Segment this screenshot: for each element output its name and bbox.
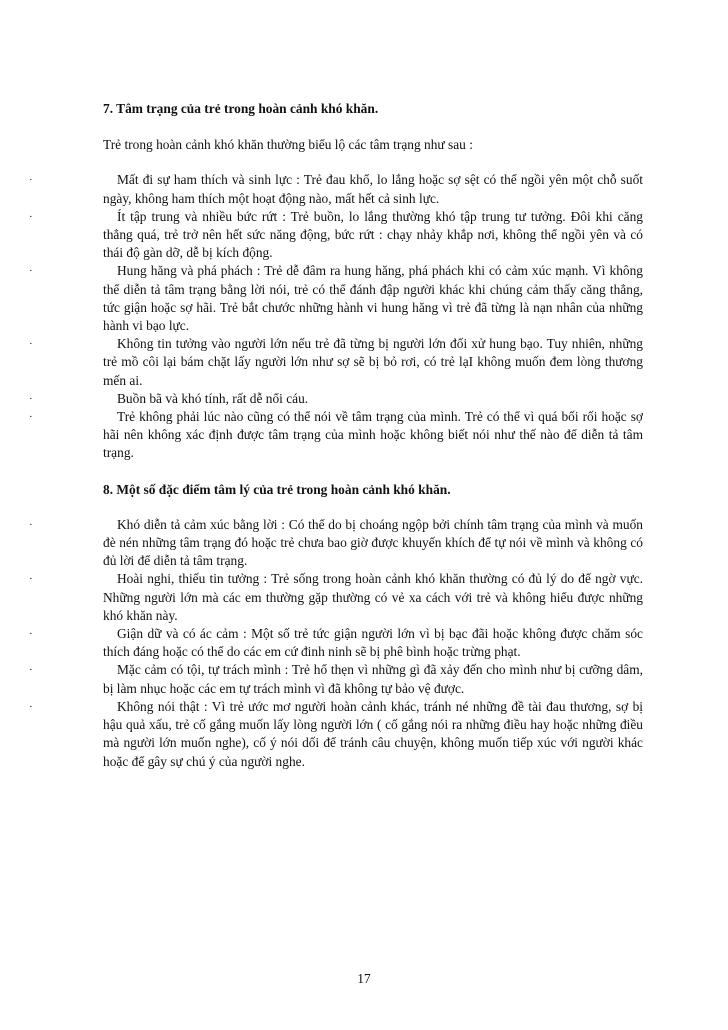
bullet-icon: · <box>29 210 33 223</box>
bullet-icon: · <box>29 573 33 586</box>
list-item <box>29 516 643 571</box>
section-7 <box>29 100 643 463</box>
section-8 <box>29 481 643 771</box>
list-item <box>29 262 643 335</box>
page-number: 17 <box>357 971 371 986</box>
list-item-text: Khó diễn tả cảm xúc bằng lời : Có thể do bị choáng ngộp bởi chính tâm trạng của mình và muốn đè nén những tâm trạng đó hoặc trẻ chưa bao giờ được khuyến khích để tự nói về mình và không có đủ lời để diễn tả tâm trạng. <box>103 516 643 569</box>
list-item-text: Ít tập trung và nhiều bức rứt : Trẻ buồn, lo lắng thường khó tập trung tư tưởng. Đôi khi căng thẳng quá, trẻ trở nên hết sức năng động, bức rứt : chạy nhảy khắp nơi, không thể ngồi yên và có thái độ gàn dỡ, dễ bị kích động. <box>103 208 643 261</box>
section-7-heading: 7. Tâm trạng của trẻ trong hoàn cảnh khó khăn. <box>103 101 379 116</box>
section-spacer <box>103 463 643 481</box>
bullet-icon: · <box>29 174 33 187</box>
bullet-icon: · <box>29 700 33 713</box>
list-item-text: Trẻ không phải lúc nào cũng có thể nói về tâm trạng của mình. Trẻ có thể vì quá bối rối hoặc sợ hãi nên không xác định được tâm trạng của mình hoặc không biết nói như thế nào để diễn tả tâm trạng. <box>103 409 643 461</box>
list-item <box>29 698 643 771</box>
list-item-text: Mất đi sự ham thích và sinh lực : Trẻ đau khổ, lo lắng hoặc sợ sệt có thể ngồi yên một chỗ suốt ngày, không ham thích một hoạt động nào, mất hết cả sinh lực. <box>103 172 643 206</box>
section-8-heading: 8. Một số đặc điểm tâm lý của trẻ trong hoàn cảnh khó khăn. <box>103 481 451 497</box>
list-item-text: Giận dữ và có ác cảm : Một số trẻ tức giận người lớn vì bị bạc đãi hoặc không được chăm sóc thích đáng hoặc có thể do các em cứ đinh ninh sẽ bị phê bình hoặc trừng phạt. <box>103 626 643 660</box>
bullet-icon: · <box>29 664 33 677</box>
bullet-icon: · <box>29 518 33 531</box>
section-7-intro: Trẻ trong hoàn cảnh khó khăn thường biểu lộ các tâm trạng như sau : <box>103 137 473 153</box>
list-item-text: Hung hăng và phá phách : Trẻ dễ đâm ra hung hăng, phá phách khi có cảm xúc mạnh. Vì không thể diễn tả tâm trạng bằng lời nói, trẻ có thể đánh đập người khác khi chúng cảm thấy căng thẳng, tức giận hoặc sợ hãi. Trẻ bắt chước những hành vi hung hăng vì trẻ đã từng là nạn nhân của những hành vi bạo lực. <box>103 263 643 334</box>
list-item-text: Không tin tưởng vào người lớn nếu trẻ đã từng bị người lớn đối xử hung bạo. Tuy nhiên, những trẻ mồ côi lại bám chặt lấy người lớn như sợ sẽ bị bỏ rơi, có trẻ lạI không muốn đem lòng thương mến ai. <box>103 336 643 388</box>
list-item <box>29 661 643 697</box>
list-item <box>29 625 643 661</box>
list-item-text: Mặc cảm có tội, tự trách mình : Trẻ hổ thẹn vì những gì đã xảy đến cho mình như bị cưỡng dâm, bị làm nhục hoặc các em tự trách mình vì đã không tự bảo vệ được. <box>103 662 643 696</box>
bullet-icon: · <box>29 411 33 424</box>
bullet-icon: · <box>29 265 33 278</box>
list-item <box>29 390 643 408</box>
list-item <box>29 570 643 625</box>
bullet-icon: · <box>29 392 33 405</box>
bullet-icon: · <box>29 338 33 351</box>
list-item-text: Hoài nghi, thiếu tin tưởng : Trẻ sống trong hoàn cảnh khó khăn thường có đủ lý do để ngờ vực. Những người lớn mà các em thường gặp thường có vẻ xa cách với trẻ và không hiểu được những khó khăn này. <box>103 571 643 623</box>
list-item <box>29 171 643 207</box>
list-item <box>29 408 643 463</box>
list-item <box>29 208 643 263</box>
page-content <box>29 100 643 771</box>
list-item <box>29 335 643 390</box>
list-item-text: Không nói thật : Vì trẻ ước mơ người hoàn cảnh khác, tránh né những đề tài đau thương, sợ bị hậu quả xấu, trẻ cố gắng muốn lấy lòng người lớn ( cố gắng nói ra những điều hay hoặc những điều mà người lớn muốn nghe), cố ý nói dối để tránh câu chuyện, không muốn tiếp xúc với người khác hoặc để gây sự chú ý của người nghe. <box>103 698 643 769</box>
bullet-icon: · <box>29 628 33 641</box>
list-item-text: Buồn bã và khó tính, rất dễ nổi cáu. <box>117 390 309 406</box>
